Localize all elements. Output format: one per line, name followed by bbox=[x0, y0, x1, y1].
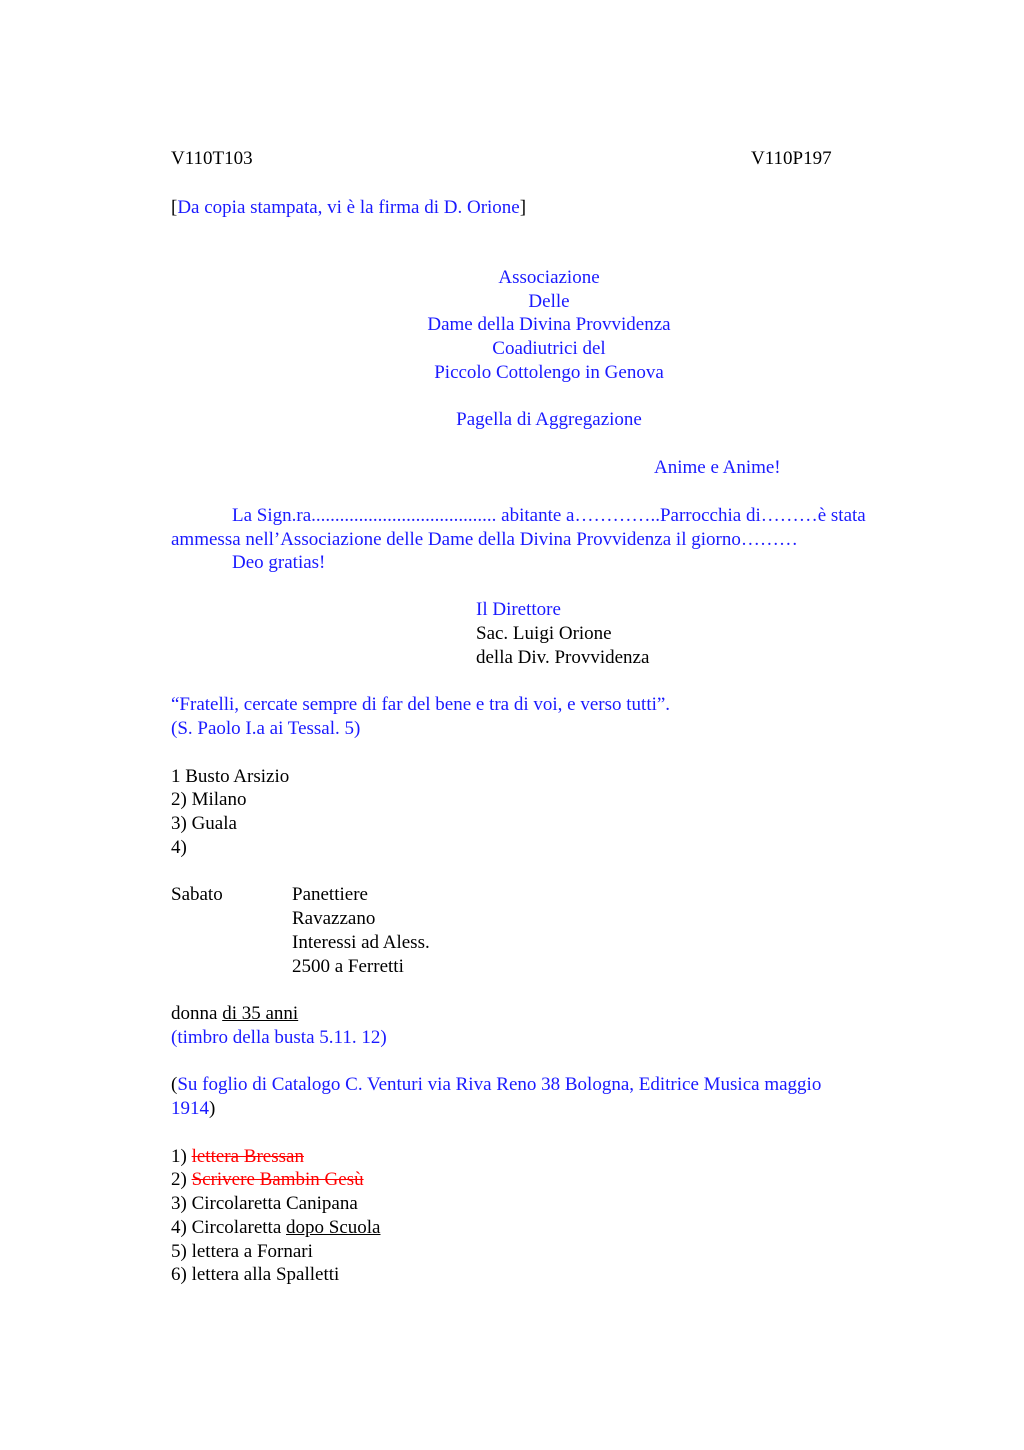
todo-item-2-text: Scrivere Bambin Gesù bbox=[191, 1169, 364, 1190]
woman-note bbox=[171, 1002, 298, 1026]
todo-item-3: 3) Circolaretta Canipana bbox=[171, 1193, 358, 1214]
catalog-text-2: 1914 bbox=[171, 1098, 209, 1119]
subtitle: Pagella di Aggregazione bbox=[456, 409, 642, 430]
place-item-1: 1 Busto Arsizio bbox=[171, 766, 290, 787]
signature-title: della Div. Provvidenza bbox=[476, 647, 650, 668]
body-line-2: ammessa nell’Associazione delle Dame della Divina Provvidenza il giorno……… bbox=[171, 529, 798, 550]
todo-item-2-number: 2) bbox=[171, 1169, 192, 1190]
source-note-open-bracket: [ bbox=[171, 197, 178, 218]
saturday-label: Sabato bbox=[171, 884, 223, 905]
signature-role: Il Direttore bbox=[476, 599, 561, 620]
source-note-text: Da copia stampata, vi è la firma di D. Orione bbox=[177, 197, 520, 218]
body-line-1: La Sign.ra....................................... abitante a…………..Parrocchia di………è stata bbox=[232, 505, 866, 526]
signature-name: Sac. Luigi Orione bbox=[476, 623, 612, 644]
saturday-item-1: Panettiere bbox=[292, 884, 368, 905]
quote-text: “Fratelli, cercate sempre di far del bene e tra di voi, e verso tutti”. bbox=[171, 694, 671, 715]
title-line-4: Coadiutrici del bbox=[492, 338, 606, 359]
catalog-text-1: Su foglio di Catalogo C. Venturi via Riva Reno 38 Bologna, Editrice Musica maggio bbox=[177, 1074, 822, 1095]
motto: Anime e Anime! bbox=[654, 457, 781, 478]
todo-item-4 bbox=[171, 1216, 380, 1240]
place-item-4: 4) bbox=[171, 837, 187, 858]
header-right-code: V110P197 bbox=[751, 148, 832, 169]
todo-item-1-number: 1) bbox=[171, 1146, 192, 1167]
place-item-3: 3) Guala bbox=[171, 813, 237, 834]
quote-reference: (S. Paolo I.a ai Tessal. 5) bbox=[171, 718, 361, 739]
place-item-2: 2) Milano bbox=[171, 789, 247, 810]
title-line-3: Dame della Divina Provvidenza bbox=[427, 314, 671, 335]
source-note-close-bracket: ] bbox=[519, 197, 527, 218]
woman-note-age: di 35 anni bbox=[222, 1003, 299, 1024]
source-note bbox=[171, 196, 526, 220]
catalog-close-paren: ) bbox=[209, 1098, 216, 1119]
todo-item-4-underlined: dopo Scuola bbox=[286, 1217, 381, 1238]
body-line-3: Deo gratias! bbox=[232, 552, 326, 573]
todo-item-4-prefix: 4) Circolaretta bbox=[171, 1217, 287, 1238]
todo-item-6: 6) lettera alla Spalletti bbox=[171, 1264, 340, 1285]
todo-item-5: 5) lettera a Fornari bbox=[171, 1241, 313, 1262]
todo-item-1 bbox=[171, 1145, 304, 1169]
envelope-stamp-note: (timbro della busta 5.11. 12) bbox=[171, 1027, 387, 1048]
catalog-open-paren: ( bbox=[171, 1074, 178, 1095]
saturday-item-4: 2500 a Ferretti bbox=[292, 956, 404, 977]
woman-note-prefix: donna bbox=[171, 1003, 223, 1024]
saturday-item-2: Ravazzano bbox=[292, 908, 376, 929]
catalog-note-line-2 bbox=[171, 1097, 215, 1121]
todo-item-1-text: lettera Bressan bbox=[191, 1146, 304, 1167]
catalog-note-line-1 bbox=[171, 1073, 821, 1097]
title-line-1: Associazione bbox=[498, 267, 600, 288]
header-left-code: V110T103 bbox=[171, 148, 253, 169]
todo-item-2 bbox=[171, 1168, 364, 1192]
saturday-item-3: Interessi ad Aless. bbox=[292, 932, 430, 953]
title-line-5: Piccolo Cottolengo in Genova bbox=[434, 362, 664, 383]
title-line-2: Delle bbox=[528, 291, 570, 312]
